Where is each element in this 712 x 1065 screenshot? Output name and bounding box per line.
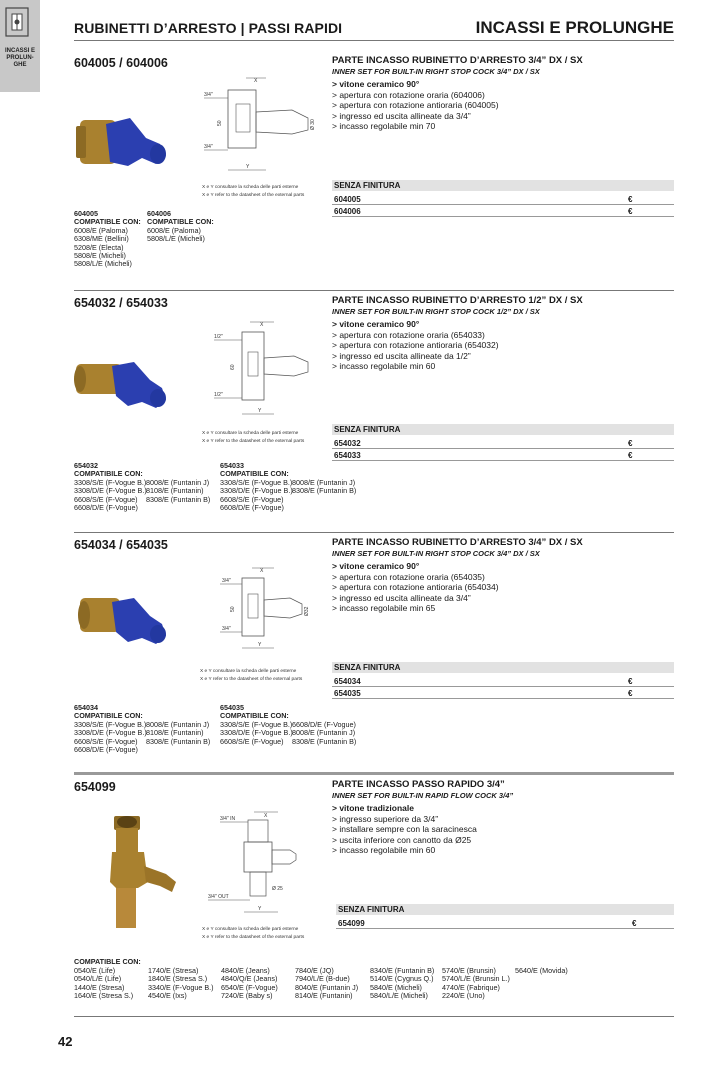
svg-text:X: X bbox=[260, 322, 264, 328]
section-4-compat-col-4 bbox=[295, 967, 358, 1001]
compat-item: 3308/D/E (F-Vogue B.) bbox=[220, 486, 293, 496]
compat-item: 8308/E (Funtanin B) bbox=[292, 736, 357, 746]
price-row bbox=[336, 918, 674, 929]
feature: > ingresso ed uscita allineate da 1/2” bbox=[332, 350, 471, 361]
compat-item: 8008/E (Funtanin J) bbox=[292, 728, 356, 738]
compat-label: COMPATIBILE CON: bbox=[74, 469, 143, 479]
compat-label: COMPATIBILE CON: bbox=[220, 469, 289, 479]
page-number: 42 bbox=[58, 1034, 73, 1049]
svg-text:60: 60 bbox=[230, 364, 236, 370]
note-it: X e Y consultare la scheda delle parti esterne bbox=[202, 927, 299, 932]
price-row bbox=[332, 438, 674, 449]
compat-item: 4840/E (Jeans) bbox=[221, 966, 270, 975]
svg-text:X: X bbox=[260, 568, 264, 574]
section-3-title-en: INNER SET FOR BUILT-IN RIGHT STOP COCK 3/4” DX / SX bbox=[332, 548, 540, 558]
feature: > vitone ceramico 90° bbox=[332, 561, 420, 571]
section-2-title-it: PARTE INCASSO RUBINETTO D’ARRESTO 1/2” DX / SX bbox=[332, 295, 583, 306]
section-2-technical-drawing bbox=[206, 318, 326, 422]
section-3-compat-col-2 bbox=[220, 704, 293, 746]
currency-symbol: € bbox=[628, 677, 633, 686]
section-3-product-image bbox=[76, 592, 176, 650]
section-2-note bbox=[202, 430, 304, 446]
note-en: X e Y refer to the datasheet of the external parts bbox=[202, 193, 305, 198]
section-2-compat-col-1b bbox=[146, 479, 210, 504]
page-header-right: INCASSI E PROLUNGHE bbox=[475, 18, 674, 37]
feature: > apertura con rotazione oraria (654035) bbox=[332, 571, 485, 582]
svg-text:X: X bbox=[264, 813, 268, 819]
section-1-description bbox=[332, 56, 682, 132]
tab-pictogram-icon bbox=[4, 4, 34, 40]
section-3-note bbox=[200, 668, 302, 684]
section-3-compat-col-1 bbox=[74, 704, 147, 754]
compat-item: 8108/E (Funtanin) bbox=[146, 728, 204, 738]
compat-item: 3340/E (F-Vogue B.) bbox=[148, 982, 214, 992]
note-en: X e Y refer to the datasheet of the external parts bbox=[202, 935, 305, 940]
section-4-title-it: PARTE INCASSO PASSO RAPIDO 3/4” bbox=[332, 779, 505, 790]
compat-item: 5140/E (Cygnus Q.) bbox=[370, 974, 434, 984]
compat-item: 5840/L/E (Micheli) bbox=[370, 991, 428, 1001]
compat-item: 8008/E (Funtanin J) bbox=[292, 478, 356, 487]
compat-code: 654035 bbox=[220, 703, 244, 712]
compat-label: COMPATIBLE CON: bbox=[147, 217, 214, 227]
svg-text:50: 50 bbox=[230, 606, 236, 612]
currency-symbol: € bbox=[628, 689, 633, 698]
compat-item: 8308/E (Funtanin B) bbox=[146, 736, 211, 746]
compat-item: 3308/S/E (F-Vogue B.) bbox=[220, 719, 293, 729]
compat-item: 8008/E (Funtanin J) bbox=[146, 720, 210, 729]
compat-item: 7840/E (JQ) bbox=[295, 966, 334, 975]
feature: > vitone tradizionale bbox=[332, 803, 414, 813]
compat-item: 6608/S/E (F-Vogue) bbox=[220, 494, 284, 504]
section-4-code: 654099 bbox=[74, 780, 116, 794]
feature: > apertura con rotazione oraria (654033) bbox=[332, 329, 485, 340]
price-code: 654032 bbox=[334, 439, 361, 448]
svg-text:50: 50 bbox=[217, 120, 223, 126]
compat-item: 7940/L/E (B-due) bbox=[295, 974, 350, 984]
feature: > uscita inferiore con canotto da Ø25 bbox=[332, 834, 472, 845]
currency-symbol: € bbox=[628, 207, 633, 216]
note-it: X e Y consultare la scheda delle parti esterne bbox=[202, 185, 299, 190]
feature: > vitone ceramico 90° bbox=[332, 79, 420, 89]
price-code: 604006 bbox=[334, 207, 361, 216]
compat-item: 6608/S/E (F-Vogue) bbox=[74, 494, 138, 504]
compat-item: 1640/E (Stresa S.) bbox=[74, 991, 134, 1001]
section-3-compat-col-2b bbox=[292, 721, 356, 746]
svg-text:3/4": 3/4" bbox=[222, 578, 231, 584]
svg-text:Ø 25: Ø 25 bbox=[272, 886, 283, 892]
section-1-technical-drawing bbox=[196, 74, 326, 182]
compat-item: 8108/E (Funtanin) bbox=[146, 486, 204, 496]
header-divider bbox=[74, 40, 674, 41]
compat-item: 3308/D/E (F-Vogue B.) bbox=[74, 728, 147, 738]
compat-item: 5740/L/E (Brunsin L.) bbox=[442, 974, 510, 984]
svg-text:Y: Y bbox=[246, 164, 250, 170]
section-1-code: 604005 / 604006 bbox=[74, 56, 168, 70]
section-divider bbox=[74, 532, 674, 533]
section-1-compat-col-1 bbox=[74, 210, 141, 269]
feature: > installare sempre con la saracinesca bbox=[332, 824, 477, 834]
feature: > apertura con rotazione antioraria (604005) bbox=[332, 100, 499, 110]
compat-item: 6608/D/E (F-Vogue) bbox=[220, 503, 284, 513]
compat-item: 5840/E (Micheli) bbox=[370, 982, 422, 992]
currency-symbol: € bbox=[628, 195, 633, 204]
compat-item: 6540/E (F-Vogue) bbox=[221, 982, 278, 992]
compat-item: 5208/E (Electa) bbox=[74, 242, 124, 252]
compat-item: 6608/D/E (F-Vogue) bbox=[74, 503, 138, 513]
note-en: X e Y refer to the datasheet of the external parts bbox=[200, 677, 303, 682]
price-row bbox=[332, 194, 674, 205]
feature: > incasso regolabile min 60 bbox=[332, 361, 436, 371]
section-4-compat-col-6 bbox=[442, 967, 510, 1001]
compat-item: 4740/E (Fabrique) bbox=[442, 982, 500, 992]
compat-item: 2240/E (Uno) bbox=[442, 991, 485, 1001]
compat-item: 8308/E (Funtanin B) bbox=[146, 494, 211, 504]
currency-symbol: € bbox=[628, 451, 633, 460]
price-row bbox=[332, 688, 674, 699]
feature: > ingresso ed uscita allineate da 3/4” bbox=[332, 110, 471, 121]
svg-text:Y: Y bbox=[258, 642, 262, 648]
section-2-compat-col-2b bbox=[292, 479, 356, 496]
compat-code: 654032 bbox=[74, 461, 98, 470]
compat-item: 3308/D/E (F-Vogue B.) bbox=[220, 728, 293, 738]
compat-item: 4540/E (Ixs) bbox=[148, 991, 187, 1001]
compat-item: 1740/E (Stresa) bbox=[148, 966, 199, 975]
section-2-compat-col-2 bbox=[220, 462, 293, 512]
svg-text:3/4": 3/4" bbox=[204, 144, 213, 150]
feature: > apertura con rotazione oraria (604006) bbox=[332, 89, 485, 100]
compat-item: 6608/S/E (F-Vogue) bbox=[74, 736, 138, 746]
svg-text:3/4" OUT: 3/4" OUT bbox=[208, 894, 229, 900]
compat-item: 6008/E (Paloma) bbox=[74, 225, 128, 235]
section-1-compat-col-2 bbox=[147, 210, 214, 244]
compat-code: 604005 bbox=[74, 209, 98, 218]
price-table-header: SENZA FINITURA bbox=[332, 424, 674, 435]
compat-item: 6608/D/E (F-Vogue) bbox=[292, 720, 356, 729]
price-row bbox=[332, 206, 674, 217]
section-2-description bbox=[332, 296, 682, 372]
compat-item: 8340/E (Funtanin B) bbox=[370, 966, 435, 975]
note-it: X e Y consultare la scheda delle parti esterne bbox=[202, 431, 299, 436]
price-table-header: SENZA FINITURA bbox=[336, 904, 674, 915]
feature: > incasso regolabile min 70 bbox=[332, 121, 436, 131]
svg-text:3/4": 3/4" bbox=[222, 626, 231, 632]
section-4-compat-col-1 bbox=[74, 967, 133, 1001]
section-2-product-image bbox=[72, 356, 172, 414]
compat-item: 8040/E (Funtanin J) bbox=[295, 982, 359, 992]
svg-text:Y: Y bbox=[258, 906, 262, 912]
section-3-code: 654034 / 654035 bbox=[74, 538, 168, 552]
footer-divider bbox=[74, 1016, 674, 1017]
section-4-compat-col-3 bbox=[221, 967, 278, 1001]
section-4-description bbox=[332, 780, 682, 856]
compat-item: 6308/ME (Bellini) bbox=[74, 234, 129, 244]
svg-text:1/2": 1/2" bbox=[214, 334, 223, 340]
compat-item: 5740/E (Brunsin) bbox=[442, 966, 496, 975]
svg-text:3/4" IN: 3/4" IN bbox=[220, 816, 236, 822]
section-2-code: 654032 / 654033 bbox=[74, 296, 168, 310]
compat-item: 6608/D/E (F-Vogue) bbox=[74, 745, 138, 755]
compat-label: COMPATIBLE CON: bbox=[74, 957, 141, 966]
compat-item: 8308/E (Funtanin B) bbox=[292, 486, 357, 496]
tab-label: INCASSI E PROLUN- GHE bbox=[4, 48, 35, 68]
svg-text:Y: Y bbox=[258, 408, 262, 414]
svg-text:1/2": 1/2" bbox=[214, 392, 223, 398]
feature: > apertura con rotazione antioraria (654034) bbox=[332, 582, 499, 592]
compat-item: 6008/E (Paloma) bbox=[147, 225, 201, 235]
compat-item: 6608/S/E (F-Vogue) bbox=[220, 736, 284, 746]
compat-item: 5808/E (Micheli) bbox=[74, 251, 126, 261]
svg-text:X: X bbox=[254, 78, 258, 84]
section-divider bbox=[74, 290, 674, 291]
currency-symbol: € bbox=[628, 439, 633, 448]
compat-label: COMPATIBLE CON: bbox=[74, 217, 141, 227]
section-3-title-it: PARTE INCASSO RUBINETTO D’ARRESTO 3/4” DX / SX bbox=[332, 537, 583, 548]
compat-item: 1840/E (Stresa S.) bbox=[148, 974, 208, 984]
price-row bbox=[332, 676, 674, 687]
compat-item: 1440/E (Stresa) bbox=[74, 982, 125, 992]
price-table-header: SENZA FINITURA bbox=[332, 662, 674, 673]
price-table-header: SENZA FINITURA bbox=[332, 180, 674, 191]
compat-item: 5640/E (Movida) bbox=[515, 966, 568, 975]
section-3-description bbox=[332, 538, 682, 614]
svg-text:3/4": 3/4" bbox=[204, 92, 213, 98]
section-2-compat-col-1 bbox=[74, 462, 147, 512]
section-1-note bbox=[202, 184, 304, 200]
compat-label: COMPATIBILE CON: bbox=[220, 711, 289, 721]
compat-item: 7240/E (Baby s) bbox=[221, 991, 273, 1001]
compat-item: 3308/S/E (F-Vogue B.) bbox=[74, 477, 147, 487]
compat-code: 654033 bbox=[220, 461, 244, 470]
section-divider-thick bbox=[74, 772, 674, 775]
section-1-product-image bbox=[72, 108, 172, 178]
section-3-compat-col-1b bbox=[146, 721, 210, 746]
compat-item: 0540/E (Life) bbox=[74, 966, 116, 975]
section-1-title-it: PARTE INCASSO RUBINETTO D’ARRESTO 3/4” DX / SX bbox=[332, 55, 583, 66]
currency-symbol: € bbox=[632, 919, 637, 928]
section-4-title-en: INNER SET FOR BUILT-IN RAPID FLOW COCK 3/4” bbox=[332, 790, 514, 800]
compat-item: 4840/Q/E (Jeans) bbox=[221, 974, 278, 984]
feature: > ingresso ed uscita allineate da 3/4” bbox=[332, 592, 471, 603]
note-it: X e Y consultare la scheda delle parti esterne bbox=[200, 669, 297, 674]
section-4-compat-col-7 bbox=[515, 967, 568, 975]
feature: > incasso regolabile min 60 bbox=[332, 845, 436, 855]
section-4-product-image bbox=[100, 812, 190, 932]
compat-code: 604006 bbox=[147, 209, 171, 218]
compat-item: 8008/E (Funtanin J) bbox=[146, 478, 210, 487]
price-code: 604005 bbox=[334, 195, 361, 204]
feature: > ingresso superiore da 3/4” bbox=[332, 813, 439, 824]
svg-text:Ø 30: Ø 30 bbox=[310, 119, 316, 130]
compat-item: 3308/S/E (F-Vogue B.) bbox=[74, 719, 147, 729]
section-4-technical-drawing bbox=[200, 808, 320, 926]
compat-item: 8140/E (Funtanin) bbox=[295, 991, 353, 1001]
price-code: 654034 bbox=[334, 677, 361, 686]
note-en: X e Y refer to the datasheet of the external parts bbox=[202, 439, 305, 444]
section-tab bbox=[0, 0, 40, 92]
compat-code: 654034 bbox=[74, 703, 98, 712]
price-row bbox=[332, 450, 674, 461]
compat-item: 0540/L/E (Life) bbox=[74, 974, 122, 984]
svg-text:Ø32: Ø32 bbox=[304, 606, 310, 616]
compat-item: 3308/S/E (F-Vogue B.) bbox=[220, 477, 293, 487]
feature: > apertura con rotazione antioraria (654032) bbox=[332, 340, 499, 350]
section-4-note bbox=[202, 926, 304, 942]
feature: > vitone ceramico 90° bbox=[332, 319, 420, 329]
section-4-compat-col-2 bbox=[148, 967, 214, 1001]
compat-item: 5808/L/E (Micheli) bbox=[74, 259, 132, 269]
section-2-title-en: INNER SET FOR BUILT-IN RIGHT STOP COCK 1/2” DX / SX bbox=[332, 306, 540, 316]
compat-item: 3308/D/E (F-Vogue B.) bbox=[74, 486, 147, 496]
feature: > incasso regolabile min 65 bbox=[332, 603, 436, 613]
price-code: 654033 bbox=[334, 451, 361, 460]
compat-item: 5808/L/E (Micheli) bbox=[147, 234, 205, 244]
section-4-compat-col-5 bbox=[370, 967, 434, 1001]
page-header-left: RUBINETTI D’ARRESTO | PASSI RAPIDI bbox=[74, 20, 343, 36]
price-code: 654035 bbox=[334, 689, 361, 698]
compat-label: COMPATIBILE CON: bbox=[74, 711, 143, 721]
section-3-technical-drawing bbox=[214, 564, 324, 660]
section-1-title-en: INNER SET FOR BUILT-IN RIGHT STOP COCK 3/4” DX / SX bbox=[332, 66, 540, 76]
price-code: 654099 bbox=[338, 919, 365, 928]
